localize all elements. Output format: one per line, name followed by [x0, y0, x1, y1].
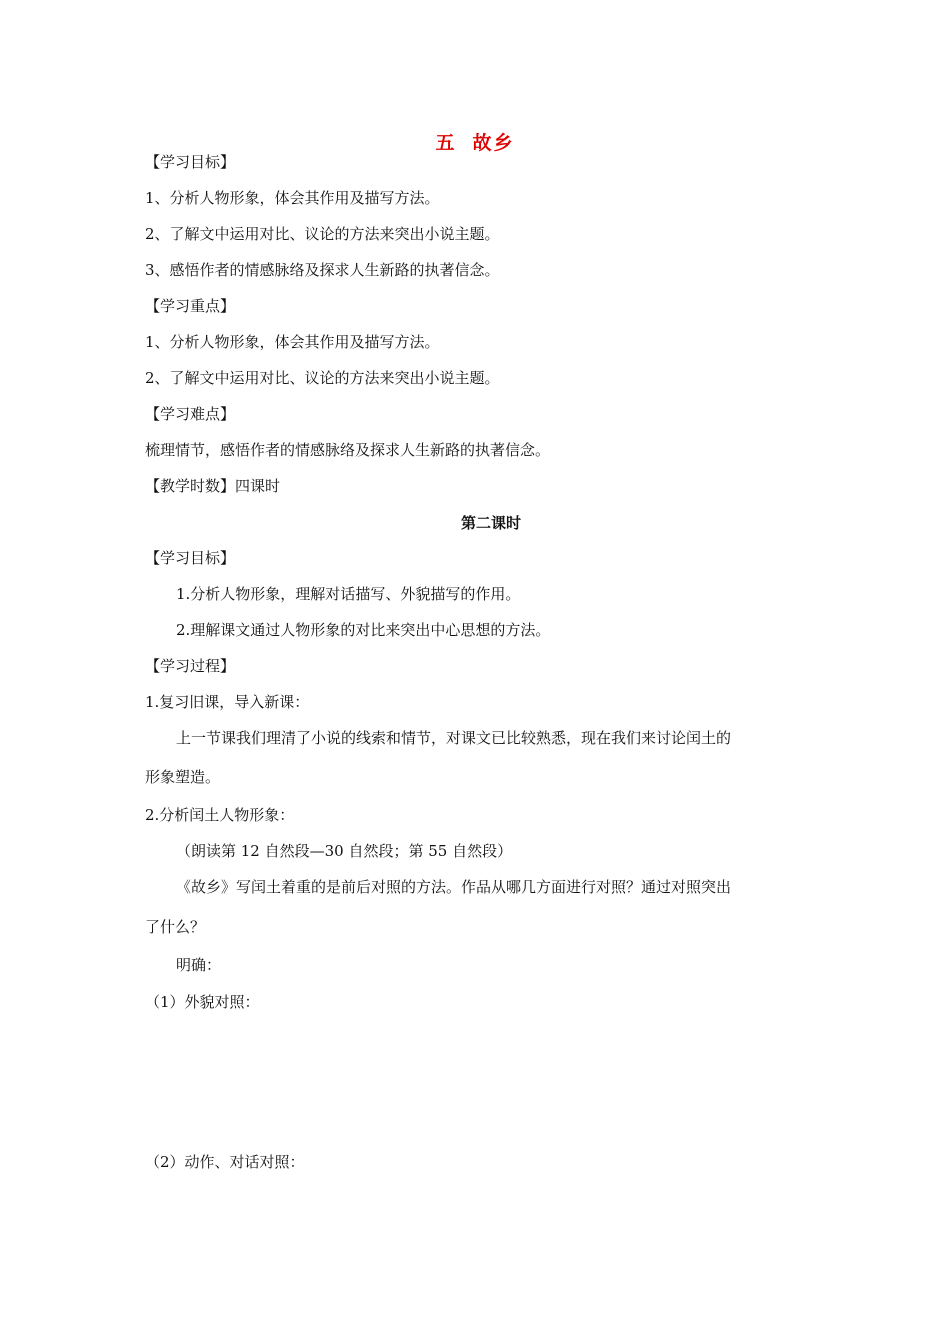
- goal-item-3: 3、感悟作者的情感脉络及探求人生新路的执著信念。: [145, 261, 500, 279]
- lesson-goal-item-1: 1.分析人物形象，理解对话描写、外貌描写的作用。: [176, 585, 521, 603]
- lesson-goals-heading: 【学习目标】: [145, 549, 236, 567]
- step-2-title: 2.分析闰土人物形象：: [145, 806, 295, 824]
- title-name: 故乡: [472, 132, 515, 154]
- step-1-title: 1.复习旧课，导入新课：: [145, 693, 310, 711]
- difficulty-text: 梳理情节，感悟作者的情感脉络及探求人生新路的执著信念。: [145, 441, 551, 459]
- goal-item-1: 1、分析人物形象，体会其作用及描写方法。: [145, 189, 440, 207]
- answer-label: 明确：: [176, 956, 222, 974]
- step-1-paragraph-line-1: 上一节课我们理清了小说的线索和情节，对课文已比较熟悉，现在我们来讨论闰土的: [176, 729, 732, 747]
- question-line-2: 了什么？: [145, 918, 206, 936]
- reading-note: （朗读第 12 自然段—30 自然段；第 55 自然段）: [176, 842, 513, 860]
- key-heading: 【学习重点】: [145, 297, 236, 315]
- step-1-paragraph-line-2: 形象塑造。: [145, 768, 221, 786]
- goals-heading: 【学习目标】: [145, 153, 236, 171]
- lesson-goal-item-2: 2.理解课文通过人物形象的对比来突出中心思想的方法。: [176, 621, 551, 639]
- key-item-1: 1、分析人物形象，体会其作用及描写方法。: [145, 333, 440, 351]
- answer-item-1: （1）外貌对照：: [145, 993, 260, 1011]
- page-title: [0, 128, 950, 155]
- teaching-hours: 【教学时数】四课时: [145, 477, 281, 495]
- key-item-2: 2、了解文中运用对比、议论的方法来突出小说主题。: [145, 369, 500, 387]
- question-line-1: 《故乡》写闰土着重的是前后对照的方法。作品从哪几方面进行对照？通过对照突出: [176, 878, 732, 896]
- goal-item-2: 2、了解文中运用对比、议论的方法来突出小说主题。: [145, 225, 500, 243]
- process-heading: 【学习过程】: [145, 657, 236, 675]
- difficulty-heading: 【学习难点】: [145, 405, 236, 423]
- title-number: 五: [435, 132, 457, 154]
- lesson-heading: 第二课时: [460, 514, 521, 532]
- answer-item-2: （2）动作、对话对照：: [145, 1153, 305, 1171]
